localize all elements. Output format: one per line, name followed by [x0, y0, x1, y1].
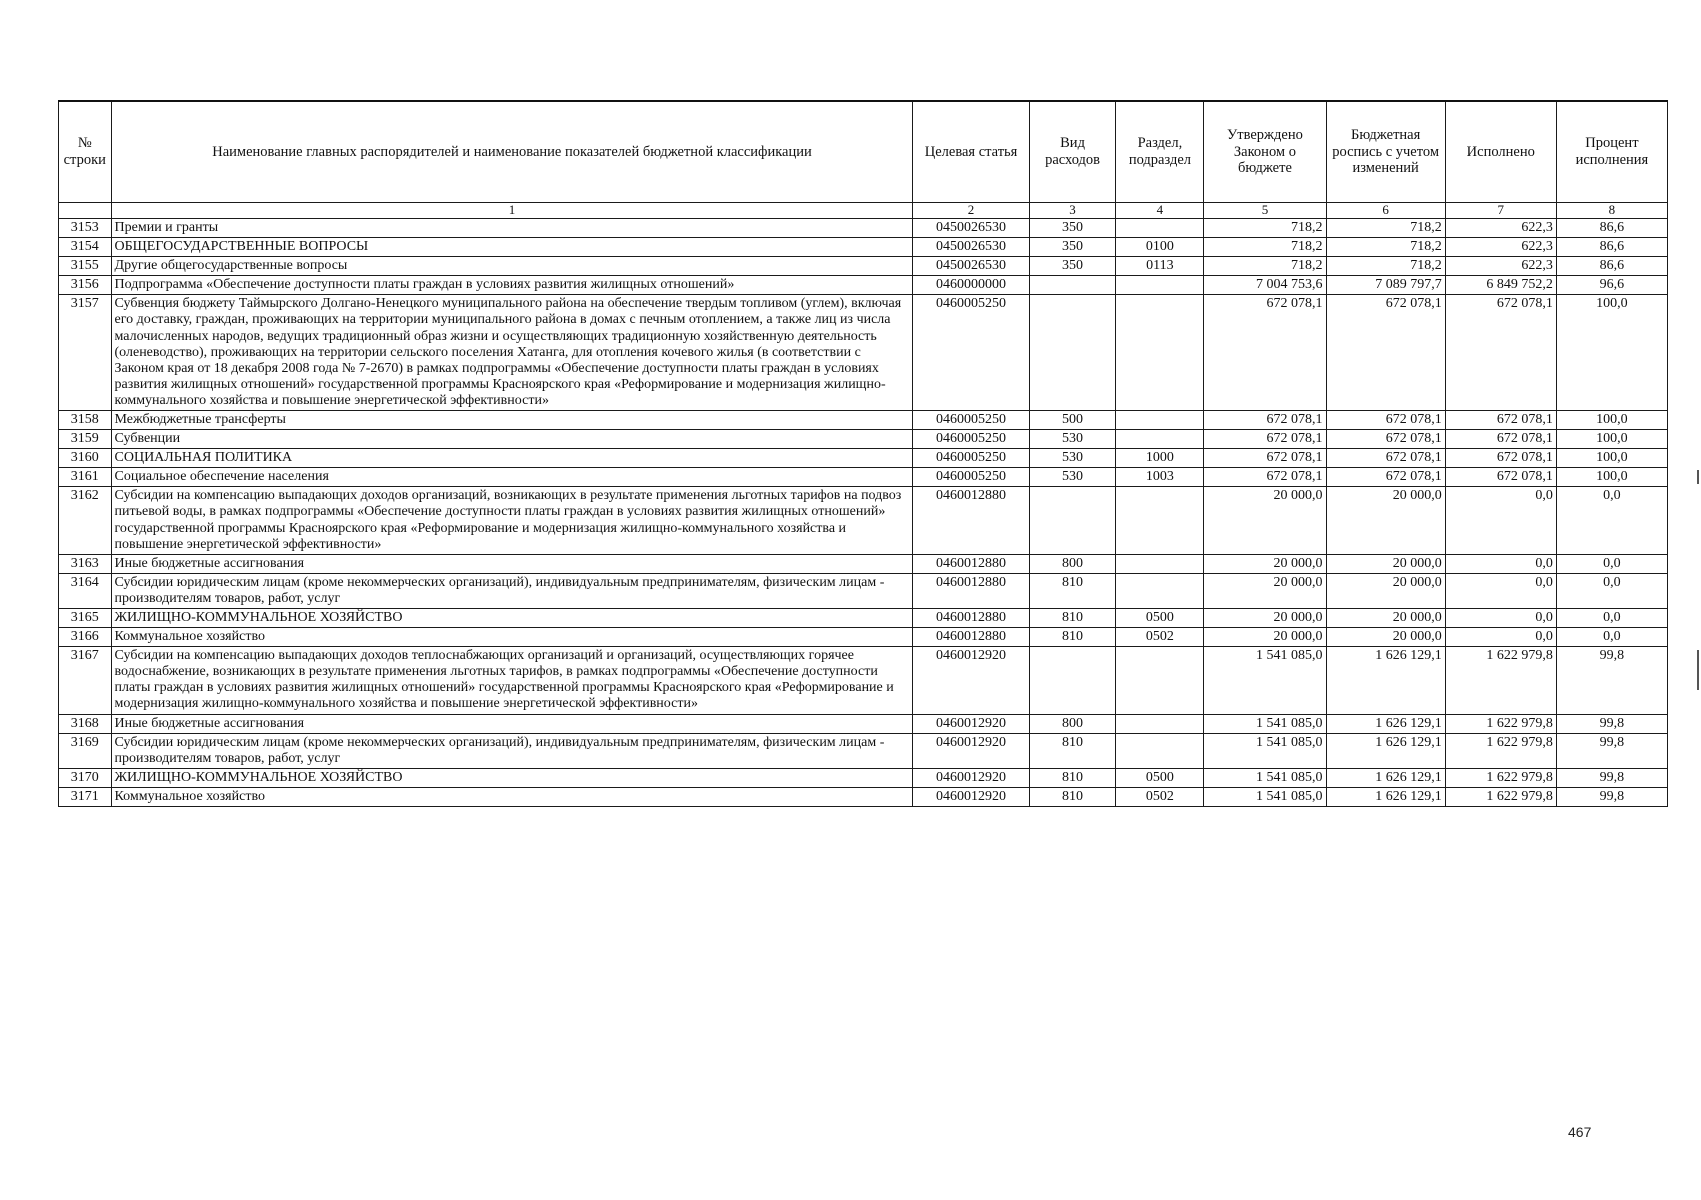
approved-cell: 1 541 085,0	[1204, 733, 1326, 768]
approved-cell: 718,2	[1204, 238, 1326, 257]
section-cell	[1116, 218, 1204, 237]
name-cell: Премии и гранты	[111, 218, 913, 237]
column-number-row	[59, 203, 1668, 219]
name-cell: Межбюджетные трансферты	[111, 410, 913, 429]
budget-schedule-cell: 1 626 129,1	[1326, 733, 1445, 768]
name-cell: Коммунальное хозяйство	[111, 628, 913, 647]
target-article-cell: 0450026530	[913, 218, 1029, 237]
approved-cell: 7 004 753,6	[1204, 276, 1326, 295]
page-number: 467	[1568, 1124, 1592, 1140]
section-cell	[1116, 295, 1204, 411]
table-row	[59, 468, 1668, 487]
expense-type-cell: 810	[1029, 733, 1116, 768]
expense-type-cell: 800	[1029, 554, 1116, 573]
table-row	[59, 647, 1668, 714]
budget-execution-table	[58, 100, 1668, 807]
target-article-cell: 0450026530	[913, 257, 1029, 276]
percent-cell: 0,0	[1556, 628, 1667, 647]
approved-cell: 20 000,0	[1204, 609, 1326, 628]
section-cell: 0100	[1116, 238, 1204, 257]
budget-schedule-cell: 1 626 129,1	[1326, 647, 1445, 714]
percent-cell: 86,6	[1556, 257, 1667, 276]
row-number-cell: 3157	[59, 295, 112, 411]
expense-type-cell: 810	[1029, 628, 1116, 647]
budget-schedule-cell: 20 000,0	[1326, 628, 1445, 647]
percent-cell: 100,0	[1556, 449, 1667, 468]
expense-type-cell: 810	[1029, 768, 1116, 787]
row-number-cell: 3160	[59, 449, 112, 468]
target-article-cell: 0460012880	[913, 609, 1029, 628]
section-cell	[1116, 573, 1204, 608]
budget-schedule-cell: 20 000,0	[1326, 609, 1445, 628]
expense-type-cell	[1029, 487, 1116, 554]
table-row	[59, 628, 1668, 647]
table-row	[59, 733, 1668, 768]
executed-cell: 1 622 979,8	[1445, 647, 1556, 714]
row-number-cell: 3163	[59, 554, 112, 573]
approved-cell: 1 541 085,0	[1204, 768, 1326, 787]
row-number-cell: 3159	[59, 430, 112, 449]
executed-cell: 1 622 979,8	[1445, 787, 1556, 806]
percent-cell: 100,0	[1556, 295, 1667, 411]
section-cell: 0500	[1116, 768, 1204, 787]
budget-schedule-cell: 672 078,1	[1326, 449, 1445, 468]
column-number-cell: 1	[111, 203, 913, 219]
column-number-cell: 7	[1445, 203, 1556, 219]
target-article-cell: 0460012880	[913, 573, 1029, 608]
expense-type-cell: 500	[1029, 410, 1116, 429]
row-number-cell: 3161	[59, 468, 112, 487]
executed-cell: 672 078,1	[1445, 410, 1556, 429]
header-percent: Процент исполнения	[1556, 101, 1667, 203]
section-cell: 0502	[1116, 628, 1204, 647]
name-cell: Субвенции	[111, 430, 913, 449]
name-cell: Субсидии юридическим лицам (кроме некоммерческих организаций), индивидуальным предпринимателям, физическим лицам - производителям товаров, работ, услуг	[111, 573, 913, 608]
table-row	[59, 218, 1668, 237]
name-cell: Иные бюджетные ассигнования	[111, 714, 913, 733]
table-row	[59, 238, 1668, 257]
budget-schedule-cell: 20 000,0	[1326, 554, 1445, 573]
percent-cell: 99,8	[1556, 733, 1667, 768]
executed-cell: 0,0	[1445, 487, 1556, 554]
section-cell: 1003	[1116, 468, 1204, 487]
approved-cell: 1 541 085,0	[1204, 787, 1326, 806]
target-article-cell: 0460000000	[913, 276, 1029, 295]
target-article-cell: 0460005250	[913, 449, 1029, 468]
section-cell	[1116, 276, 1204, 295]
percent-cell: 0,0	[1556, 609, 1667, 628]
percent-cell: 0,0	[1556, 554, 1667, 573]
table-row	[59, 487, 1668, 554]
approved-cell: 718,2	[1204, 257, 1326, 276]
percent-cell: 96,6	[1556, 276, 1667, 295]
expense-type-cell: 350	[1029, 218, 1116, 237]
table-row	[59, 573, 1668, 608]
header-name: Наименование главных распорядителей и наименование показателей бюджетной классификации	[111, 101, 913, 203]
budget-schedule-cell: 1 626 129,1	[1326, 768, 1445, 787]
header-target-article: Целевая статья	[913, 101, 1029, 203]
budget-schedule-cell: 672 078,1	[1326, 410, 1445, 429]
section-cell: 0113	[1116, 257, 1204, 276]
column-number-cell: 5	[1204, 203, 1326, 219]
name-cell: Субсидии на компенсацию выпадающих доходов теплоснабжающих организаций и организаций, осуществляющих горячее водоснабжение, возникающих в результате применения льготных тарифов, в рамках подпрограммы «Обеспечение доступности платы граждан в условиях развития жилищных отношений» государственной программы Красноярского края «Реформирование и модернизация жилищно-коммунального хозяйства и повышение энергетической эффективности»	[111, 647, 913, 714]
expense-type-cell	[1029, 647, 1116, 714]
column-number-cell	[59, 203, 112, 219]
expense-type-cell: 810	[1029, 573, 1116, 608]
executed-cell: 1 622 979,8	[1445, 768, 1556, 787]
name-cell: Подпрограмма «Обеспечение доступности платы граждан в условиях развития жилищных отношений»	[111, 276, 913, 295]
column-number-cell: 2	[913, 203, 1029, 219]
percent-cell: 0,0	[1556, 573, 1667, 608]
header-budget-schedule: Бюджетная роспись с учетом изменений	[1326, 101, 1445, 203]
target-article-cell: 0460012920	[913, 768, 1029, 787]
row-number-cell: 3171	[59, 787, 112, 806]
percent-cell: 99,8	[1556, 714, 1667, 733]
row-number-cell: 3155	[59, 257, 112, 276]
table-row	[59, 554, 1668, 573]
target-article-cell: 0460012920	[913, 714, 1029, 733]
approved-cell: 1 541 085,0	[1204, 714, 1326, 733]
target-article-cell: 0460012880	[913, 554, 1029, 573]
target-article-cell: 0460005250	[913, 430, 1029, 449]
name-cell: ЖИЛИЩНО-КОММУНАЛЬНОЕ ХОЗЯЙСТВО	[111, 609, 913, 628]
section-cell: 1000	[1116, 449, 1204, 468]
approved-cell: 20 000,0	[1204, 554, 1326, 573]
header-row	[59, 101, 1668, 203]
target-article-cell: 0460005250	[913, 468, 1029, 487]
column-number-cell: 8	[1556, 203, 1667, 219]
expense-type-cell: 810	[1029, 787, 1116, 806]
row-number-cell: 3167	[59, 647, 112, 714]
row-number-cell: 3166	[59, 628, 112, 647]
row-number-cell: 3154	[59, 238, 112, 257]
section-cell	[1116, 487, 1204, 554]
table-row	[59, 768, 1668, 787]
header-executed: Исполнено	[1445, 101, 1556, 203]
budget-schedule-cell: 672 078,1	[1326, 468, 1445, 487]
percent-cell: 100,0	[1556, 430, 1667, 449]
row-number-cell: 3158	[59, 410, 112, 429]
approved-cell: 20 000,0	[1204, 487, 1326, 554]
name-cell: ЖИЛИЩНО-КОММУНАЛЬНОЕ ХОЗЯЙСТВО	[111, 768, 913, 787]
executed-cell: 0,0	[1445, 554, 1556, 573]
approved-cell: 672 078,1	[1204, 410, 1326, 429]
section-cell: 0502	[1116, 787, 1204, 806]
expense-type-cell: 530	[1029, 449, 1116, 468]
expense-type-cell: 530	[1029, 468, 1116, 487]
name-cell: ОБЩЕГОСУДАРСТВЕННЫЕ ВОПРОСЫ	[111, 238, 913, 257]
section-cell	[1116, 647, 1204, 714]
approved-cell: 20 000,0	[1204, 573, 1326, 608]
name-cell: Коммунальное хозяйство	[111, 787, 913, 806]
name-cell: Субвенция бюджету Таймырского Долгано-Ненецкого муниципального района на обеспечение твердым топливом (углем), включая его доставку, граждан, проживающих на территории муниципального района в домах с печным отоплением, а также лиц из числа малочисленных народов, ведущих традиционный образ жизни и осуществляющих традиционную хозяйственную деятельность (оленеводство), проживающих на территории сельского поселения Хатанга, для отопления кочевого жилья (в соответствии с Законом края от 18 декабря 2008 года № 7-2670) в рамках подпрограммы «Обеспечение доступности платы граждан в условиях развития жилищных отношений» государственной программы Красноярского края «Реформирование и модернизация жилищно-коммунального хозяйства и повышение энергетической эффективности»	[111, 295, 913, 411]
header-approved: Утверждено Законом о бюджете	[1204, 101, 1326, 203]
row-number-cell: 3164	[59, 573, 112, 608]
percent-cell: 86,6	[1556, 238, 1667, 257]
approved-cell: 20 000,0	[1204, 628, 1326, 647]
percent-cell: 100,0	[1556, 468, 1667, 487]
name-cell: Субсидии юридическим лицам (кроме некоммерческих организаций), индивидуальным предпринимателям, физическим лицам - производителям товаров, работ, услуг	[111, 733, 913, 768]
name-cell: Иные бюджетные ассигнования	[111, 554, 913, 573]
target-article-cell: 0450026530	[913, 238, 1029, 257]
budget-schedule-cell: 718,2	[1326, 238, 1445, 257]
section-cell	[1116, 430, 1204, 449]
table-row	[59, 449, 1668, 468]
executed-cell: 672 078,1	[1445, 468, 1556, 487]
budget-schedule-cell: 1 626 129,1	[1326, 787, 1445, 806]
percent-cell: 86,6	[1556, 218, 1667, 237]
header-row-number: № строки	[59, 101, 112, 203]
executed-cell: 0,0	[1445, 609, 1556, 628]
header-expense-type: Вид расходов	[1029, 101, 1116, 203]
approved-cell: 672 078,1	[1204, 449, 1326, 468]
executed-cell: 1 622 979,8	[1445, 733, 1556, 768]
expense-type-cell	[1029, 276, 1116, 295]
expense-type-cell: 530	[1029, 430, 1116, 449]
row-number-cell: 3156	[59, 276, 112, 295]
target-article-cell: 0460012920	[913, 733, 1029, 768]
expense-type-cell: 800	[1029, 714, 1116, 733]
table-row	[59, 410, 1668, 429]
section-cell	[1116, 554, 1204, 573]
executed-cell: 622,3	[1445, 257, 1556, 276]
budget-schedule-cell: 718,2	[1326, 257, 1445, 276]
budget-schedule-cell: 718,2	[1326, 218, 1445, 237]
target-article-cell: 0460005250	[913, 410, 1029, 429]
percent-cell: 0,0	[1556, 487, 1667, 554]
executed-cell: 0,0	[1445, 628, 1556, 647]
executed-cell: 672 078,1	[1445, 449, 1556, 468]
header-section: Раздел, подраздел	[1116, 101, 1204, 203]
target-article-cell: 0460012920	[913, 787, 1029, 806]
scan-edge-mark	[1697, 650, 1699, 690]
approved-cell: 1 541 085,0	[1204, 647, 1326, 714]
budget-schedule-cell: 672 078,1	[1326, 295, 1445, 411]
executed-cell: 622,3	[1445, 218, 1556, 237]
name-cell: Другие общегосударственные вопросы	[111, 257, 913, 276]
expense-type-cell: 350	[1029, 257, 1116, 276]
table-row	[59, 430, 1668, 449]
budget-schedule-cell: 1 626 129,1	[1326, 714, 1445, 733]
budget-schedule-cell: 7 089 797,7	[1326, 276, 1445, 295]
target-article-cell: 0460012880	[913, 628, 1029, 647]
row-number-cell: 3169	[59, 733, 112, 768]
executed-cell: 1 622 979,8	[1445, 714, 1556, 733]
target-article-cell: 0460012880	[913, 487, 1029, 554]
column-number-cell: 3	[1029, 203, 1116, 219]
table-row	[59, 787, 1668, 806]
expense-type-cell: 350	[1029, 238, 1116, 257]
executed-cell: 622,3	[1445, 238, 1556, 257]
row-number-cell: 3153	[59, 218, 112, 237]
section-cell	[1116, 714, 1204, 733]
table-row	[59, 276, 1668, 295]
executed-cell: 0,0	[1445, 573, 1556, 608]
approved-cell: 718,2	[1204, 218, 1326, 237]
approved-cell: 672 078,1	[1204, 468, 1326, 487]
table-row	[59, 609, 1668, 628]
row-number-cell: 3170	[59, 768, 112, 787]
executed-cell: 6 849 752,2	[1445, 276, 1556, 295]
name-cell: Социальное обеспечение населения	[111, 468, 913, 487]
percent-cell: 100,0	[1556, 410, 1667, 429]
name-cell: СОЦИАЛЬНАЯ ПОЛИТИКА	[111, 449, 913, 468]
executed-cell: 672 078,1	[1445, 295, 1556, 411]
row-number-cell: 3162	[59, 487, 112, 554]
expense-type-cell	[1029, 295, 1116, 411]
target-article-cell: 0460012920	[913, 647, 1029, 714]
table-body	[59, 218, 1668, 806]
budget-schedule-cell: 20 000,0	[1326, 573, 1445, 608]
section-cell	[1116, 733, 1204, 768]
name-cell: Субсидии на компенсацию выпадающих доходов организаций, возникающих в результате применения льготных тарифов на подвоз питьевой воды, в рамках подпрограммы «Обеспечение доступности платы граждан в условиях развития жилищных отношений» государственной программы Красноярского края «Реформирование и модернизация жилищно-коммунального хозяйства и повышение энергетической эффективности»	[111, 487, 913, 554]
target-article-cell: 0460005250	[913, 295, 1029, 411]
section-cell: 0500	[1116, 609, 1204, 628]
approved-cell: 672 078,1	[1204, 295, 1326, 411]
column-number-cell: 6	[1326, 203, 1445, 219]
expense-type-cell: 810	[1029, 609, 1116, 628]
budget-schedule-cell: 672 078,1	[1326, 430, 1445, 449]
percent-cell: 99,8	[1556, 787, 1667, 806]
scan-edge-mark	[1697, 470, 1699, 484]
table-row	[59, 257, 1668, 276]
table-row	[59, 295, 1668, 411]
percent-cell: 99,8	[1556, 647, 1667, 714]
section-cell	[1116, 410, 1204, 429]
approved-cell: 672 078,1	[1204, 430, 1326, 449]
row-number-cell: 3165	[59, 609, 112, 628]
budget-schedule-cell: 20 000,0	[1326, 487, 1445, 554]
executed-cell: 672 078,1	[1445, 430, 1556, 449]
percent-cell: 99,8	[1556, 768, 1667, 787]
table-row	[59, 714, 1668, 733]
row-number-cell: 3168	[59, 714, 112, 733]
column-number-cell: 4	[1116, 203, 1204, 219]
